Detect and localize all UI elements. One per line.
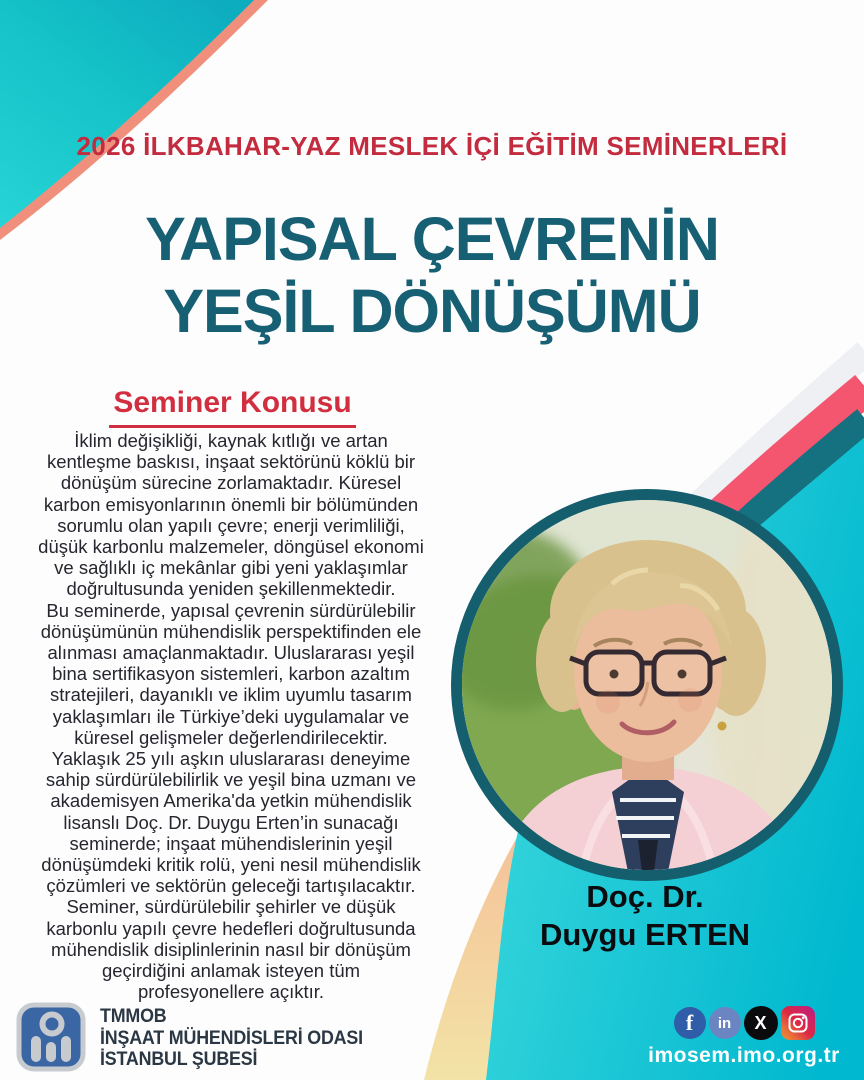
speaker-photo bbox=[451, 489, 843, 881]
body-line: geçirdiğini anlamak isteyen tüm bbox=[101, 960, 361, 982]
body-line: çözümleri ve sektörün geleceği tartışılacaktır. bbox=[46, 875, 416, 897]
title-line-2: YEŞİL DÖNÜŞÜMÜ bbox=[163, 277, 701, 345]
facebook-icon[interactable]: f bbox=[674, 1007, 706, 1039]
page-title bbox=[0, 203, 864, 347]
speaker-fullname: Duygu ERTEN bbox=[539, 917, 751, 952]
body-line: yaklaşımları ile Türkiye’deki uygulamalar ve bbox=[52, 705, 410, 727]
body-line: Seminer, sürdürülebilir şehirler ve düşük bbox=[66, 896, 396, 918]
body-line: küresel gelişmeler değerlendirilecektir. bbox=[74, 726, 388, 748]
org-line-1: TMMOB bbox=[100, 1006, 167, 1027]
body-line: doğrultusunda yeniden şekillenmektedir. bbox=[66, 578, 396, 600]
organization-name bbox=[100, 1006, 363, 1071]
corner-teal-shape bbox=[0, 0, 254, 228]
social-icons bbox=[652, 1006, 836, 1040]
linkedin-icon[interactable]: in bbox=[709, 1007, 741, 1039]
body-line: seminerde; inşaat mühendislerinin yeşil bbox=[69, 832, 393, 854]
speaker-title: Doç. Dr. bbox=[586, 879, 704, 914]
section-heading-text: Seminer Konusu bbox=[109, 386, 355, 428]
body-line: dönüşümdeki kritik rolü, yeni nesil mühendislik bbox=[41, 854, 421, 876]
body-line: profesyonellere açıktır. bbox=[137, 981, 325, 1003]
imo-logo bbox=[16, 1002, 86, 1072]
title-line-1: YAPISAL ÇEVRENİN bbox=[145, 205, 719, 273]
body-line: İklim değişikliği, kaynak kıtlığı ve artan bbox=[74, 430, 388, 451]
series-title: 2026 İLKBAHAR-YAZ MESLEK İÇİ EĞİTİM SEMİNERLERİ bbox=[76, 131, 788, 161]
body-line: karbonlu yapılı çevre hedefleri doğrultusunda bbox=[46, 917, 416, 939]
organization-block bbox=[16, 1002, 380, 1072]
seminar-description bbox=[6, 430, 456, 1002]
body-line: ve sağlıklı iç mekânlar gibi yeni yaklaşımlar bbox=[54, 557, 408, 579]
body-line: dönüşümünün mühendislik perspektifinden ele bbox=[40, 620, 422, 642]
body-line: Bu seminerde, yapısal çevrenin sürdürülebilir bbox=[46, 599, 416, 621]
body-line: akademisyen Amerika'da yetkin mühendislik bbox=[50, 790, 412, 812]
org-line-2: İNŞAAT MÜHENDİSLERİ ODASI bbox=[100, 1027, 363, 1049]
body-line: sorumlu olan yapılı çevre; enerji verimliliği, bbox=[57, 514, 405, 536]
speaker-portrait-illustration bbox=[462, 500, 834, 872]
body-line: sahip sürdürülebilirlik ve yeşil bina uzmanı ve bbox=[45, 769, 417, 791]
body-line: lisanslı Doç. Dr. Duygu Erten’in sunacağı bbox=[63, 811, 399, 833]
section-heading bbox=[90, 386, 375, 428]
body-line: dönüşüm sürecine zorlamaktadır. Küresel bbox=[60, 472, 402, 494]
x-icon[interactable]: X bbox=[744, 1006, 778, 1040]
speaker-name bbox=[470, 878, 820, 954]
body-line: mühendislik disiplinlerinin nasıl bir dönüşüm bbox=[51, 938, 411, 960]
instagram-icon[interactable] bbox=[781, 1006, 815, 1040]
body-line: kentleşme baskısı, inşaat sektörünü köklü bir bbox=[46, 451, 416, 473]
website-url[interactable]: imosem.imo.org.tr bbox=[648, 1044, 840, 1067]
body-line: alınması amaçlanmaktadır. Uluslararası yeşil bbox=[47, 642, 415, 664]
org-line-3: İSTANBUL ŞUBESİ bbox=[100, 1049, 258, 1070]
body-line: düşük karbonlu malzemeler, döngüsel ekonomi bbox=[38, 536, 424, 558]
body-line: karbon emisyonlarının önemli bir bölümünden bbox=[43, 493, 419, 515]
body-line: Yaklaşık 25 yılı aşkın uluslararası deneyime bbox=[51, 748, 411, 770]
body-line: bina sertifikasyon sistemleri, karbon azaltım bbox=[52, 663, 410, 685]
body-line: stratejileri, dayanıklı ve iklim uyumlu tasarım bbox=[50, 684, 412, 706]
